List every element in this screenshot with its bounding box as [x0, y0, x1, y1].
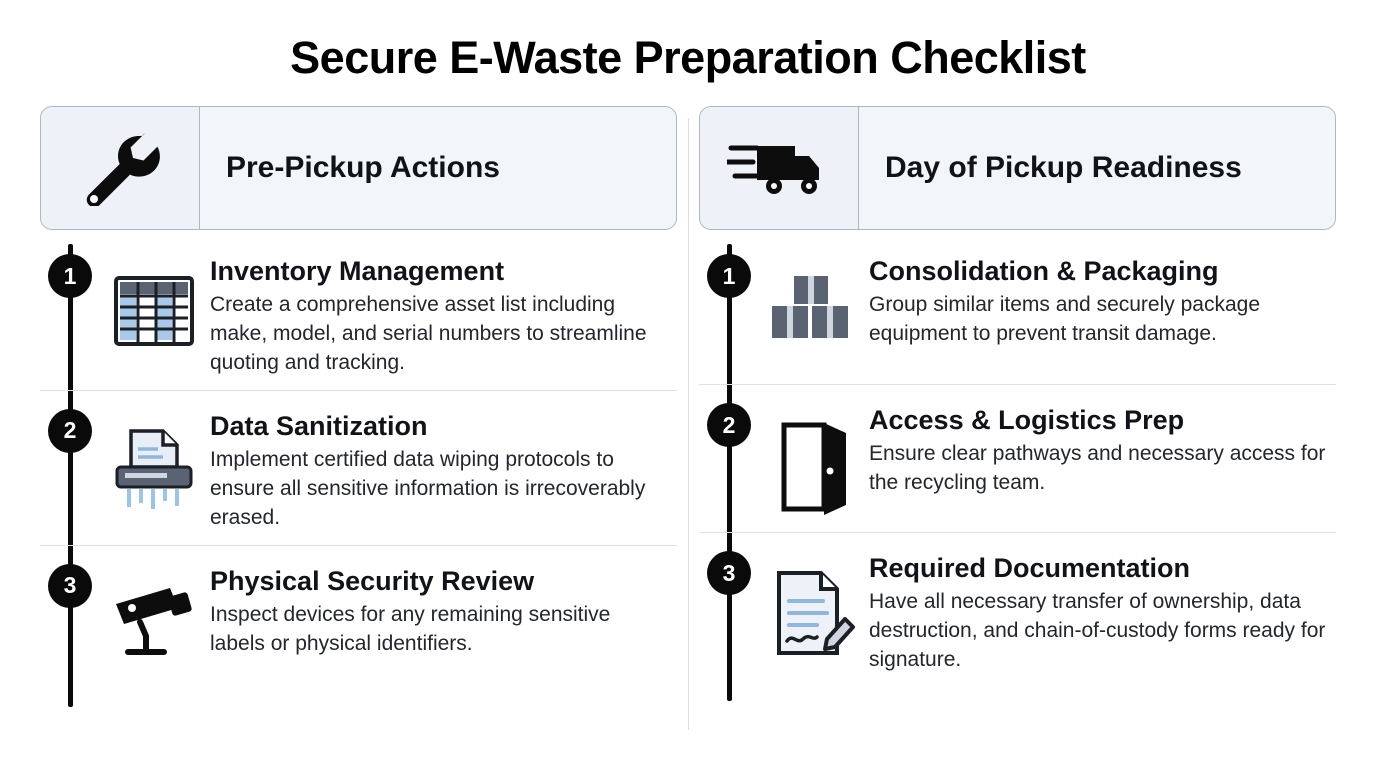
step-description: Create a comprehensive asset list including make, model, and serial numbers to streamline quoting and tracking.: [210, 293, 647, 374]
step-description: Have all necessary transfer of ownership, data destruction, and chain-of-custody forms ready for signature.: [869, 590, 1326, 671]
list-item: [40, 236, 677, 390]
column-day-of-pickup: [699, 106, 1336, 693]
list-item: [40, 390, 677, 545]
column-divider: [688, 118, 689, 730]
step-number-badge: 3: [48, 564, 92, 608]
step-title: Inventory Management: [210, 256, 505, 286]
step-description: Group similar items and securely package equipment to prevent transit damage.: [869, 293, 1261, 346]
step-number-badge: 2: [707, 403, 751, 447]
timeline-day-of-pickup: [699, 236, 1336, 687]
column-header-label: Pre-Pickup Actions: [200, 107, 676, 229]
step-text: [210, 560, 677, 659]
boxes-icon: [757, 250, 869, 346]
delivery-truck-icon: [700, 107, 859, 229]
step-title: Data Sanitization: [210, 410, 428, 441]
column-pre-pickup: [40, 106, 677, 693]
open-door-icon: [757, 399, 869, 517]
shredder-icon: [98, 405, 210, 511]
list-item: [699, 236, 1336, 384]
step-text: [210, 405, 677, 533]
security-camera-icon: [98, 560, 210, 658]
step-text: [869, 547, 1336, 675]
page-title: Secure E-Waste Preparation Checklist: [290, 32, 1086, 83]
step-text: [210, 250, 677, 378]
column-header-card: [699, 106, 1336, 230]
step-number-badge: 2: [48, 409, 92, 453]
signed-document-icon: [757, 547, 869, 657]
list-item: [699, 384, 1336, 532]
step-title: Access & Logistics Prep: [869, 405, 1185, 435]
step-description: Inspect devices for any remaining sensitive labels or physical identifiers.: [210, 602, 611, 655]
step-text: [869, 399, 1336, 498]
step-number-badge: 1: [48, 254, 92, 298]
step-number-badge: 3: [707, 551, 751, 595]
step-title: Required Documentation: [869, 553, 1191, 583]
list-item: [40, 545, 677, 693]
step-description: Ensure clear pathways and necessary access for the recycling team.: [869, 442, 1326, 495]
step-text: [869, 250, 1336, 349]
step-number-badge: 1: [707, 254, 751, 298]
step-title: Physical Security Review: [210, 565, 535, 596]
column-header-label: Day of Pickup Readiness: [859, 107, 1335, 229]
list-item: [699, 532, 1336, 687]
timeline-pre-pickup: [40, 236, 677, 693]
step-description: Implement certified data wiping protocols to ensure all sensitive information is irrecoverably erased.: [210, 448, 646, 529]
step-title: Consolidation & Packaging: [869, 256, 1219, 286]
spreadsheet-icon: [98, 250, 210, 352]
wrench-icon: [41, 107, 200, 229]
column-header-card: [40, 106, 677, 230]
